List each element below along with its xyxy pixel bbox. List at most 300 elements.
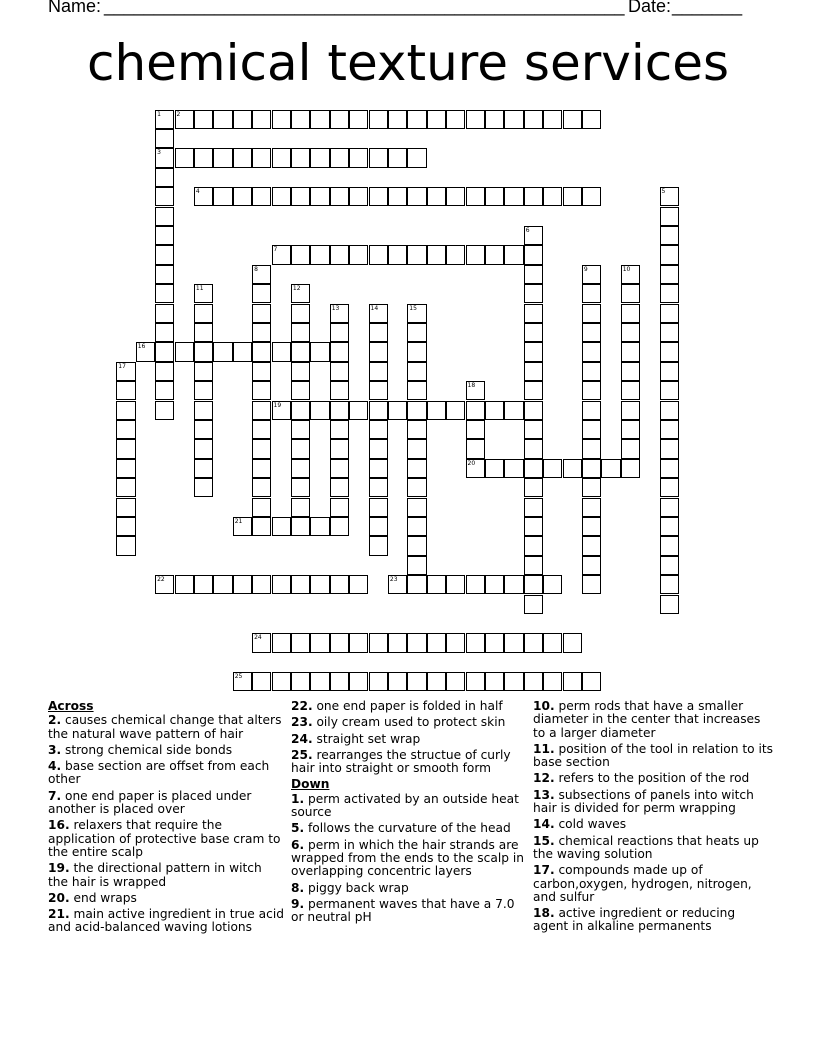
grid-cell[interactable] <box>310 110 329 129</box>
grid-cell[interactable] <box>621 459 640 478</box>
grid-cell[interactable] <box>272 148 291 167</box>
grid-cell[interactable] <box>252 498 271 517</box>
grid-cell[interactable] <box>543 633 562 652</box>
grid-cell[interactable] <box>466 187 485 206</box>
grid-cell[interactable] <box>155 381 174 400</box>
grid-cell[interactable] <box>155 129 174 148</box>
grid-cell[interactable] <box>175 575 194 594</box>
grid-cell[interactable] <box>233 342 252 361</box>
grid-cell[interactable] <box>524 401 543 420</box>
grid-cell[interactable] <box>369 323 388 342</box>
grid-cell[interactable] <box>194 420 213 439</box>
grid-cell[interactable] <box>155 323 174 342</box>
grid-cell[interactable] <box>330 517 349 536</box>
grid-cell[interactable] <box>407 498 426 517</box>
grid-cell[interactable] <box>543 575 562 594</box>
grid-cell[interactable] <box>582 672 601 691</box>
grid-cell[interactable] <box>485 633 504 652</box>
grid-cell[interactable] <box>446 110 465 129</box>
grid-cell[interactable] <box>272 187 291 206</box>
grid-cell[interactable] <box>660 575 679 594</box>
grid-cell[interactable] <box>155 245 174 264</box>
grid-cell[interactable] <box>252 575 271 594</box>
grid-cell[interactable] <box>194 478 213 497</box>
grid-cell[interactable] <box>582 304 601 323</box>
grid-cell[interactable] <box>155 207 174 226</box>
grid-cell[interactable] <box>582 323 601 342</box>
grid-cell[interactable] <box>194 401 213 420</box>
grid-cell[interactable] <box>330 478 349 497</box>
grid-cell[interactable] <box>660 381 679 400</box>
grid-cell[interactable] <box>116 536 135 555</box>
grid-cell[interactable] <box>155 168 174 187</box>
grid-cell[interactable] <box>272 672 291 691</box>
grid-cell[interactable] <box>155 226 174 245</box>
grid-cell[interactable] <box>524 342 543 361</box>
grid-cell[interactable] <box>349 187 368 206</box>
grid-cell[interactable] <box>213 148 232 167</box>
grid-cell[interactable] <box>621 304 640 323</box>
grid-cell[interactable] <box>407 110 426 129</box>
grid-cell[interactable] <box>349 672 368 691</box>
grid-cell[interactable] <box>116 498 135 517</box>
grid-cell[interactable] <box>369 439 388 458</box>
grid-cell[interactable] <box>369 498 388 517</box>
grid-cell[interactable] <box>369 362 388 381</box>
grid-cell[interactable] <box>407 517 426 536</box>
grid-cell[interactable] <box>388 633 407 652</box>
grid-cell[interactable] <box>504 401 523 420</box>
grid-cell[interactable] <box>155 265 174 284</box>
grid-cell[interactable] <box>155 304 174 323</box>
grid-cell[interactable] <box>466 633 485 652</box>
grid-cell[interactable] <box>660 595 679 614</box>
grid-cell[interactable] <box>524 187 543 206</box>
grid-cell[interactable] <box>388 110 407 129</box>
grid-cell[interactable] <box>116 381 135 400</box>
grid-cell[interactable] <box>446 672 465 691</box>
grid-cell[interactable] <box>175 342 194 361</box>
grid-cell[interactable] <box>407 148 426 167</box>
grid-cell[interactable] <box>446 633 465 652</box>
grid-cell[interactable] <box>504 633 523 652</box>
grid-cell[interactable] <box>291 633 310 652</box>
grid-cell[interactable] <box>330 633 349 652</box>
grid-cell[interactable] <box>388 672 407 691</box>
grid-cell[interactable] <box>407 245 426 264</box>
grid-cell[interactable] <box>582 362 601 381</box>
grid-cell[interactable] <box>252 672 271 691</box>
grid-cell[interactable] <box>194 148 213 167</box>
grid-cell[interactable] <box>330 439 349 458</box>
grid-cell[interactable] <box>116 439 135 458</box>
grid-cell[interactable] <box>369 401 388 420</box>
grid-cell[interactable] <box>621 420 640 439</box>
grid-cell[interactable] <box>252 304 271 323</box>
grid-cell[interactable] <box>291 517 310 536</box>
grid-cell[interactable] <box>524 420 543 439</box>
grid-cell[interactable] <box>524 672 543 691</box>
grid-cell[interactable] <box>388 245 407 264</box>
grid-cell[interactable] <box>252 362 271 381</box>
grid-cell[interactable] <box>330 148 349 167</box>
grid-cell[interactable] <box>213 575 232 594</box>
grid-cell[interactable] <box>194 362 213 381</box>
grid-cell[interactable] <box>407 556 426 575</box>
grid-cell[interactable] <box>466 420 485 439</box>
grid-cell[interactable] <box>563 110 582 129</box>
grid-cell[interactable] <box>272 110 291 129</box>
grid-cell[interactable] <box>213 187 232 206</box>
grid-cell[interactable] <box>466 110 485 129</box>
grid-cell[interactable] <box>524 595 543 614</box>
grid-cell[interactable] <box>563 672 582 691</box>
grid-cell[interactable] <box>446 575 465 594</box>
grid-cell[interactable] <box>330 323 349 342</box>
grid-cell[interactable] <box>330 575 349 594</box>
grid-cell[interactable] <box>369 536 388 555</box>
grid-cell[interactable] <box>485 187 504 206</box>
grid-cell[interactable] <box>466 401 485 420</box>
grid-cell[interactable] <box>621 381 640 400</box>
grid-cell[interactable] <box>660 323 679 342</box>
grid-cell[interactable] <box>233 110 252 129</box>
grid-cell[interactable] <box>621 439 640 458</box>
grid-cell[interactable] <box>660 517 679 536</box>
grid-cell[interactable] <box>407 187 426 206</box>
grid-cell[interactable] <box>310 672 329 691</box>
grid-cell[interactable] <box>252 420 271 439</box>
grid-cell[interactable] <box>582 517 601 536</box>
grid-cell[interactable] <box>291 381 310 400</box>
grid-cell[interactable] <box>407 323 426 342</box>
grid-cell[interactable] <box>194 342 213 361</box>
grid-cell[interactable] <box>524 459 543 478</box>
grid-cell[interactable] <box>252 148 271 167</box>
grid-cell[interactable] <box>369 342 388 361</box>
grid-cell[interactable] <box>466 575 485 594</box>
grid-cell[interactable] <box>466 439 485 458</box>
grid-cell[interactable] <box>369 245 388 264</box>
grid-cell[interactable] <box>582 459 601 478</box>
grid-cell[interactable] <box>582 284 601 303</box>
grid-cell[interactable] <box>543 187 562 206</box>
grid-cell[interactable] <box>310 342 329 361</box>
grid-cell[interactable] <box>524 556 543 575</box>
grid-cell[interactable] <box>291 401 310 420</box>
grid-cell[interactable] <box>427 245 446 264</box>
grid-cell[interactable] <box>330 420 349 439</box>
grid-cell[interactable] <box>407 381 426 400</box>
grid-cell[interactable] <box>563 187 582 206</box>
grid-cell[interactable] <box>485 575 504 594</box>
grid-cell[interactable] <box>116 401 135 420</box>
grid-cell[interactable] <box>407 672 426 691</box>
grid-cell[interactable] <box>252 517 271 536</box>
grid-cell[interactable] <box>291 323 310 342</box>
grid-cell[interactable] <box>524 633 543 652</box>
grid-cell[interactable] <box>407 342 426 361</box>
grid-cell[interactable] <box>621 342 640 361</box>
grid-cell[interactable] <box>291 672 310 691</box>
grid-cell[interactable] <box>563 633 582 652</box>
grid-cell[interactable] <box>524 478 543 497</box>
grid-cell[interactable] <box>660 459 679 478</box>
grid-cell[interactable] <box>543 110 562 129</box>
grid-cell[interactable] <box>291 420 310 439</box>
grid-cell[interactable] <box>330 498 349 517</box>
grid-cell[interactable] <box>252 439 271 458</box>
grid-cell[interactable] <box>427 633 446 652</box>
grid-cell[interactable] <box>660 342 679 361</box>
grid-cell[interactable] <box>427 401 446 420</box>
grid-cell[interactable] <box>660 265 679 284</box>
grid-cell[interactable] <box>524 536 543 555</box>
grid-cell[interactable] <box>407 401 426 420</box>
grid-cell[interactable] <box>369 420 388 439</box>
grid-cell[interactable] <box>485 401 504 420</box>
grid-cell[interactable] <box>272 575 291 594</box>
grid-cell[interactable] <box>504 110 523 129</box>
grid-cell[interactable] <box>660 420 679 439</box>
grid-cell[interactable] <box>369 672 388 691</box>
grid-cell[interactable] <box>272 633 291 652</box>
grid-cell[interactable] <box>194 575 213 594</box>
grid-cell[interactable] <box>407 459 426 478</box>
grid-cell[interactable] <box>252 381 271 400</box>
grid-cell[interactable] <box>485 110 504 129</box>
grid-cell[interactable] <box>291 498 310 517</box>
grid-cell[interactable] <box>660 478 679 497</box>
grid-cell[interactable] <box>524 362 543 381</box>
grid-cell[interactable] <box>330 672 349 691</box>
grid-cell[interactable] <box>369 459 388 478</box>
grid-cell[interactable] <box>582 342 601 361</box>
grid-cell[interactable] <box>466 245 485 264</box>
grid-cell[interactable] <box>582 110 601 129</box>
grid-cell[interactable] <box>369 148 388 167</box>
grid-cell[interactable] <box>601 459 620 478</box>
grid-cell[interactable] <box>349 575 368 594</box>
grid-cell[interactable] <box>660 498 679 517</box>
grid-cell[interactable] <box>116 478 135 497</box>
grid-cell[interactable] <box>252 459 271 478</box>
grid-cell[interactable] <box>582 478 601 497</box>
grid-cell[interactable] <box>252 478 271 497</box>
grid-cell[interactable] <box>291 187 310 206</box>
grid-cell[interactable] <box>660 362 679 381</box>
grid-cell[interactable] <box>252 187 271 206</box>
grid-cell[interactable] <box>369 187 388 206</box>
grid-cell[interactable] <box>291 245 310 264</box>
grid-cell[interactable] <box>291 304 310 323</box>
grid-cell[interactable] <box>155 284 174 303</box>
grid-cell[interactable] <box>369 381 388 400</box>
grid-cell[interactable] <box>310 245 329 264</box>
grid-cell[interactable] <box>504 575 523 594</box>
grid-cell[interactable] <box>310 517 329 536</box>
grid-cell[interactable] <box>369 478 388 497</box>
grid-cell[interactable] <box>582 575 601 594</box>
grid-cell[interactable] <box>427 672 446 691</box>
grid-cell[interactable] <box>310 575 329 594</box>
grid-cell[interactable] <box>252 401 271 420</box>
grid-cell[interactable] <box>427 187 446 206</box>
grid-cell[interactable] <box>252 284 271 303</box>
grid-cell[interactable] <box>349 245 368 264</box>
grid-cell[interactable] <box>660 284 679 303</box>
grid-cell[interactable] <box>660 439 679 458</box>
grid-cell[interactable] <box>213 110 232 129</box>
clue-item <box>533 818 773 831</box>
grid-cell[interactable] <box>272 517 291 536</box>
grid-cell[interactable] <box>252 110 271 129</box>
grid-cell[interactable] <box>369 517 388 536</box>
grid-cell[interactable] <box>660 401 679 420</box>
grid-cell[interactable] <box>388 148 407 167</box>
grid-cell[interactable] <box>310 187 329 206</box>
grid-cell[interactable] <box>291 342 310 361</box>
grid-cell[interactable] <box>582 187 601 206</box>
grid-cell[interactable] <box>660 207 679 226</box>
grid-cell[interactable] <box>621 284 640 303</box>
grid-cell[interactable] <box>427 575 446 594</box>
grid-cell[interactable] <box>504 187 523 206</box>
grid-cell[interactable] <box>272 342 291 361</box>
grid-cell[interactable] <box>660 536 679 555</box>
grid-cell[interactable] <box>291 148 310 167</box>
grid-cell[interactable] <box>543 672 562 691</box>
grid-cell[interactable] <box>330 110 349 129</box>
grid-cell[interactable] <box>407 420 426 439</box>
grid-cell[interactable] <box>310 401 329 420</box>
grid-cell[interactable] <box>660 304 679 323</box>
grid-cell[interactable] <box>524 304 543 323</box>
grid-cell[interactable] <box>116 459 135 478</box>
grid-cell[interactable] <box>155 342 174 361</box>
grid-cell[interactable] <box>310 148 329 167</box>
grid-cell[interactable] <box>252 342 271 361</box>
grid-cell[interactable] <box>466 672 485 691</box>
grid-cell[interactable] <box>524 245 543 264</box>
grid-cell[interactable] <box>407 362 426 381</box>
grid-cell[interactable] <box>155 187 174 206</box>
grid-cell[interactable] <box>446 245 465 264</box>
grid-cell[interactable] <box>621 362 640 381</box>
grid-cell[interactable] <box>524 323 543 342</box>
grid-cell[interactable] <box>116 420 135 439</box>
grid-cell[interactable] <box>563 459 582 478</box>
grid-cell[interactable] <box>660 556 679 575</box>
grid-cell[interactable] <box>330 245 349 264</box>
grid-cell[interactable] <box>582 381 601 400</box>
grid-cell[interactable] <box>116 517 135 536</box>
grid-cell[interactable] <box>524 265 543 284</box>
grid-cell[interactable] <box>310 633 329 652</box>
grid-cell[interactable] <box>524 575 543 594</box>
grid-cell[interactable] <box>485 672 504 691</box>
grid-cell[interactable] <box>582 498 601 517</box>
grid-cell[interactable] <box>194 439 213 458</box>
grid-cell[interactable] <box>446 401 465 420</box>
grid-cell[interactable] <box>660 245 679 264</box>
grid-cell[interactable] <box>330 381 349 400</box>
grid-cell[interactable] <box>369 633 388 652</box>
grid-cell[interactable] <box>291 478 310 497</box>
grid-cell[interactable] <box>524 498 543 517</box>
grid-cell[interactable] <box>291 575 310 594</box>
grid-cell[interactable] <box>407 478 426 497</box>
grid-cell[interactable] <box>582 439 601 458</box>
grid-cell[interactable] <box>369 110 388 129</box>
grid-cell[interactable] <box>155 362 174 381</box>
grid-cell[interactable] <box>213 342 232 361</box>
grid-cell[interactable] <box>330 342 349 361</box>
grid-cell[interactable] <box>485 459 504 478</box>
grid-cell[interactable] <box>407 536 426 555</box>
grid-cell[interactable] <box>621 323 640 342</box>
grid-cell[interactable] <box>175 148 194 167</box>
grid-cell[interactable] <box>291 110 310 129</box>
grid-cell[interactable] <box>194 459 213 478</box>
grid-cell[interactable] <box>155 401 174 420</box>
grid-cell[interactable] <box>291 439 310 458</box>
grid-cell[interactable] <box>582 401 601 420</box>
grid-cell[interactable] <box>291 362 310 381</box>
grid-cell[interactable] <box>194 110 213 129</box>
grid-cell[interactable] <box>349 401 368 420</box>
grid-cell[interactable] <box>349 633 368 652</box>
grid-cell[interactable] <box>349 148 368 167</box>
grid-cell[interactable] <box>524 439 543 458</box>
grid-cell[interactable] <box>330 459 349 478</box>
grid-cell[interactable] <box>388 401 407 420</box>
grid-cell[interactable] <box>407 633 426 652</box>
grid-cell[interactable] <box>427 110 446 129</box>
grid-cell[interactable] <box>233 575 252 594</box>
grid-cell[interactable] <box>330 401 349 420</box>
grid-cell[interactable] <box>330 362 349 381</box>
grid-cell[interactable] <box>504 459 523 478</box>
grid-cell[interactable] <box>524 517 543 536</box>
grid-cell[interactable] <box>524 110 543 129</box>
grid-cell[interactable] <box>543 459 562 478</box>
grid-cell[interactable] <box>504 672 523 691</box>
grid-cell[interactable] <box>407 575 426 594</box>
grid-cell[interactable] <box>233 148 252 167</box>
grid-cell[interactable] <box>582 420 601 439</box>
grid-cell[interactable] <box>485 245 504 264</box>
grid-cell[interactable] <box>330 187 349 206</box>
grid-cell[interactable] <box>524 381 543 400</box>
grid-cell[interactable] <box>194 304 213 323</box>
grid-cell[interactable] <box>233 187 252 206</box>
grid-cell[interactable] <box>524 284 543 303</box>
grid-cell[interactable] <box>349 110 368 129</box>
grid-cell[interactable] <box>291 459 310 478</box>
grid-cell[interactable] <box>504 245 523 264</box>
grid-cell[interactable] <box>621 401 640 420</box>
grid-cell[interactable] <box>582 536 601 555</box>
grid-cell[interactable] <box>446 187 465 206</box>
grid-cell[interactable] <box>660 226 679 245</box>
grid-cell[interactable] <box>388 187 407 206</box>
grid-cell[interactable] <box>252 323 271 342</box>
grid-cell[interactable] <box>582 556 601 575</box>
grid-cell[interactable] <box>407 439 426 458</box>
grid-cell[interactable] <box>194 381 213 400</box>
grid-cell[interactable] <box>194 323 213 342</box>
